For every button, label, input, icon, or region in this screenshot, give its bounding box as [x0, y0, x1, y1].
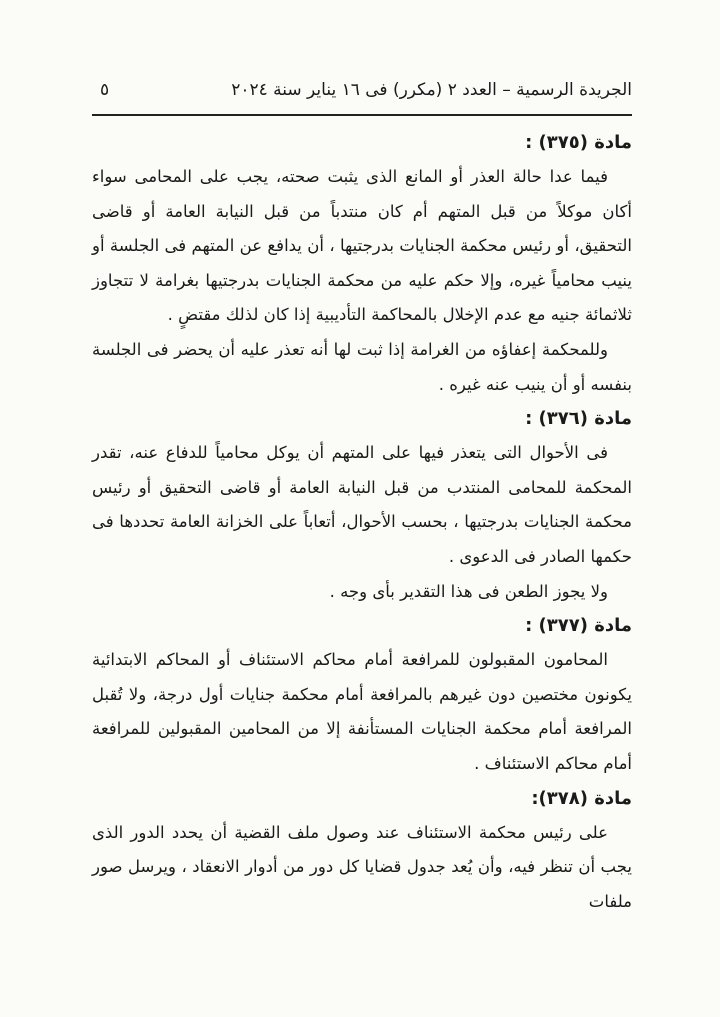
article-paragraph: وللمحكمة إعفاؤه من الغرامة إذا ثبت لها أنه تعذر عليه أن يحضر فى الجلسة بنفسه أو أن ينيب عنه غيره . — [92, 339, 632, 394]
page-number: ٥ — [100, 80, 110, 100]
article-375 — [92, 126, 632, 402]
article-paragraph: ولا يجوز الطعن فى هذا التقدير بأى وجه . — [329, 581, 608, 601]
article-paragraph: على رئيس محكمة الاستئناف عند وصول ملف القضية أن يحدد الدور الذى يجب أن تنظر فيه، وأن يُعد جدول قضايا كل دور من أدوار الانعقاد ، ويرسل صور ملفات — [92, 822, 632, 911]
article-paragraph: المحامون المقبولون للمرافعة أمام محاكم الاستئناف أو المحاكم الابتدائية يكونون مختصين دون غيرهم بالمرافعة أمام محكمة جنايات أول درجة، ولا تُقبل المرافعة أمام محكمة الجنايات المستأنفة إلا من المحامين المقبولين للمرافعة أمام محاكم الاستئناف . — [92, 650, 632, 773]
article-heading: مادة (٣٧٦) : — [525, 408, 632, 430]
article-376 — [92, 402, 632, 609]
document-body — [92, 126, 632, 919]
header-divider — [92, 114, 632, 116]
page-header — [92, 72, 632, 112]
article-heading: مادة (٣٧٧) : — [525, 615, 632, 637]
article-heading: مادة (٣٧٨): — [531, 787, 632, 809]
article-heading: مادة (٣٧٥) : — [525, 132, 632, 153]
article-paragraph: فى الأحوال التى يتعذر فيها على المتهم أن يوكل محامياً للدفاع عنه، تقدر المحكمة للمحامى المنتدب من قبل النيابة العامة أو قاضى التحقيق أو رئيس محكمة الجنايات بدرجتيها ، بحسب الأحوال، أتعاباً على الخزانة العامة تحددها فى حكمها الصادر فى الدعوى . — [92, 443, 632, 566]
article-paragraph: فيما عدا حالة العذر أو المانع الذى يثبت صحته، يجب على المحامى سواء أكان موكلاً من قبل المتهم أم كان منتدباً من قبل النيابة العامة أو قاضى التحقيق، أو رئيس محكمة الجنايات بدرجتيها ، أن يدافع عن المتهم فى الجلسة أو ينيب محامياً غيره، وإلا حكم عليه من محكمة الجنايات بدرجتيها بغرامة لا تتجاوز ثلاثمائة جنيه مع عدم الإخلال بالمحاكمة التأديبية إذا كان لذلك مقتضٍ . — [92, 167, 632, 325]
article-377 — [92, 609, 632, 781]
gazette-header-title: الجريدة الرسمية – العدد ٢ (مكرر) فى ١٦ يناير سنة ٢٠٢٤ — [231, 80, 632, 100]
article-378 — [92, 782, 632, 920]
